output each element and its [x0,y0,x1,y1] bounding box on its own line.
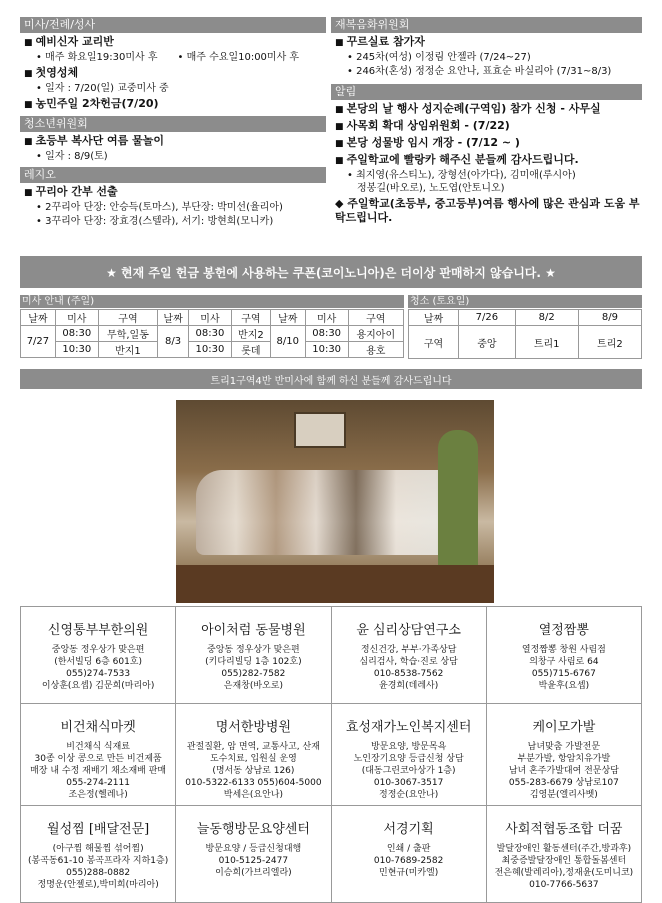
ad-line: 비건채식 식재료 [66,742,130,752]
ad-cell [21,704,176,806]
ad-line: 관절질환, 암 면역, 교통사고, 산재 [186,742,320,752]
ad-line: (봉곡동61-10 봉곡프라자 지하1층) [27,856,169,866]
ad-line: 윤경희(데레사) [379,681,439,691]
first-communion-date: • 일자 : 7/20(일) 교중미사 중 [36,82,326,95]
h-date: 날짜 [158,310,189,326]
clean-area: 트리2 [578,326,641,359]
ad-line: (키다리빌딩 1층 102호) [205,657,302,667]
ad-line: 055)715-6767 [531,669,596,679]
ad-name: 아이처럼 동물병원 [201,623,306,638]
notice-shop: ■ 본당 성물방 임시 개장 - (7/12 ~ ) [335,136,642,151]
cursillo-246: • 246차(혼성) 정정순 요안나, 표효순 바실리아 (7/31~8/3) [347,65,642,78]
clean-title: 청소 (토요일) [408,295,642,308]
mass-title: 미사 안내 (주일) [20,295,404,308]
ad-line: 055)282-7582 [221,669,286,679]
ad-line: 부분가발, 항암치유가발 [517,754,611,764]
ad-line: 055-274-2111 [66,778,130,788]
item-first-communion: ■ 첫영성체 [24,66,326,81]
ad-cell [21,806,176,903]
ad-line: 이승희(가브리엘라) [215,868,292,878]
ad-name: 서경기획 [383,822,434,837]
time-cell: 08:30 [55,326,98,342]
area-cell: 반지2 [231,326,270,342]
curia-3: • 3꾸리아 단장: 장효경(스텔라), 서기: 방현희(모니카) [36,215,326,228]
ad-cell [486,607,641,704]
notice-committee: ■ 사목회 확대 상임위원회 - (7/22) [335,119,642,134]
ad-cell [331,806,486,903]
group-photo [176,400,494,603]
ad-line: 김영분(엘리사벳) [529,790,598,800]
notice-thanks: ■ 주일학교에 빨랑카 해주신 분들께 감사드립니다. [335,153,642,168]
clean-h-area: 구역 [409,326,459,359]
clean-date: 8/9 [578,310,641,326]
ad-name: 비건채식마켓 [60,720,136,735]
h-mass: 미사 [55,310,98,326]
ad-line: 055)274-7533 [66,669,131,679]
time-cell: 08:30 [305,326,348,342]
item-farmers-sunday: ■ 농민주일 2차헌금(7/20) [24,97,326,112]
area-cell: 무학,일동 [98,326,157,342]
ad-line: 010-5125-2477 [218,856,289,866]
ad-line: 010-7689-2582 [373,856,444,866]
section-title-notice: 알림 [331,84,642,100]
ad-line: (대동그린코아상가 1층) [361,766,456,776]
ad-cell [486,806,641,903]
ad-line: 010-7766-5637 [529,880,599,890]
ad-line: 열정짬뽕 창원 사림점 [521,645,606,655]
ad-line: 055)288-0882 [66,868,131,878]
h-mass: 미사 [305,310,348,326]
left-column [20,17,326,228]
ad-line: (명서동 상남로 126) [212,766,295,776]
ad-line: 조은정(헬레나) [68,790,128,800]
h-date: 날짜 [21,310,56,326]
ad-cell [331,607,486,704]
clean-h-date: 날짜 [409,310,459,326]
coupon-banner: ★ 현재 주일 헌금 봉헌에 사용하는 쿠폰(코이노니아)은 더이상 판매하지 않습니다. ★ [20,256,642,288]
ad-name: 늘동행방문요양센터 [196,822,310,837]
ad-line: 이상훈(요셉) 김문희(마리아) [41,681,155,691]
clean-table [408,309,642,359]
section-title-evangelization: 재복음화위원회 [331,17,642,33]
ad-line: 전은혜(발레리아),정재윤(도미니코) [494,868,634,878]
ad-name: 명서한방병원 [215,720,292,735]
time-cell: 10:30 [305,342,348,358]
ad-line: 최중증발달장애인 통합돌봄센터 [501,856,627,866]
catechism-wednesday: • 매주 수요일10:00미사 후 [178,51,300,64]
h-area: 구역 [98,310,157,326]
thanks-banner: 트리1구역4반 반미사에 함께 하신 분들께 감사드립니다 [20,369,642,389]
ad-line: 노인장기요양 등급신청 상담 [353,754,464,764]
h-date: 날짜 [270,310,305,326]
table [176,565,494,603]
thanks-names-1: • 최지영(유스티노), 장형선(아가다), 김미애(루시아) [347,169,642,182]
date-cell: 8/3 [158,326,189,358]
ad-line: 중앙동 정우상가 맞은편 [51,645,145,655]
ad-line: 민현규(미카엘) [379,868,439,878]
curia-2: • 2꾸리아 단장: 안승득(토마스), 부단장: 박미선(율리아) [36,201,326,214]
ad-line: 010-3067-3517 [373,778,444,788]
item-curia-election: ■ 꾸리아 간부 선출 [24,185,326,200]
cursillo-245: • 245차(여성) 이정림 안젤라 (7/24~27) [347,51,642,64]
notice-pilgrimage: ■ 본당의 날 행사 성지순례(구역임) 참가 신청 - 사무실 [335,102,642,117]
ad-cell [176,806,331,903]
catechism-tuesday: • 매주 화요일19:30미사 후 [36,51,158,64]
ad-line: 남녀 혼주가발대여 전문상담 [508,766,619,776]
ad-line: 남녀맞춤 가발전문 [527,742,601,752]
ad-cell [176,607,331,704]
ad-name: 윤 심리상담연구소 [356,623,461,638]
date-cell: 7/27 [21,326,56,358]
priest-figure [438,430,478,580]
time-cell: 10:30 [189,342,232,358]
h-mass: 미사 [189,310,232,326]
right-column [331,17,642,225]
area-cell: 롯데 [231,342,270,358]
clean-date: 8/2 [515,310,578,326]
date-cell: 8/10 [270,326,305,358]
h-area: 구역 [231,310,270,326]
ad-line: 중앙동 정우상가 맞은편 [207,645,300,655]
ad-line: 010-8538-7562 [373,669,444,679]
ad-name: 사회적협동조합 더꿈 [505,822,623,837]
ads-grid [20,606,642,903]
ad-line: 정신건강, 부부·가족상담 [360,645,457,655]
ad-line: 정명운(안젤로),박미희(마리아) [37,880,159,890]
time-cell: 10:30 [55,342,98,358]
section-title-mass: 미사/전례/성사 [20,17,326,33]
area-cell: 용지아이 [348,326,403,342]
ad-name: 열정짬뽕 [538,623,589,638]
ad-line: 010-5322-6133 055)604-5000 [185,778,322,788]
clean-date: 7/26 [459,310,516,326]
h-area: 구역 [348,310,403,326]
ad-line: 박윤후(요셉) [538,681,590,691]
ad-cell [176,704,331,806]
item-cursillo: ■ 꾸르실료 참가자 [335,35,642,50]
item-catechism: ■ 예비신자 교리반 [24,35,326,50]
ad-line: 박세은(요안나) [223,790,283,800]
ad-cell [331,704,486,806]
area-cell: 용호 [348,342,403,358]
ad-line: 은재창(바오로) [223,681,283,691]
ad-cell [486,704,641,806]
ad-line: 도수치료, 입원실 운영 [209,754,297,764]
ad-line: 인쇄 / 출판 [386,844,431,854]
clean-area: 트리1 [515,326,578,359]
ad-name: 월성찜 [배달전문] [47,822,150,837]
item-altar-servers: ■ 초등부 복사단 여름 물놀이 [24,134,326,149]
ad-line: (아구찜 해물찜 섞어찜) [52,844,144,854]
section-title-legio: 레지오 [20,167,326,183]
ad-line: 정정순(요안나) [379,790,439,800]
ad-name: 케이모가발 [532,720,596,735]
ad-line: 30종 이상 콩으로 만든 비건제품 [34,754,162,764]
mass-table [20,309,404,358]
ad-line: 발달장애인 활동센터(주간,방과후) [496,844,632,854]
notice-summer: ◆ 주일학교(초등부, 중고등부)여름 행사에 많은 관심과 도움 부탁드립니다. [335,197,640,224]
section-title-youth: 청소년위원회 [20,116,326,132]
ad-line: 매장 내 수정 재배기 채소재배 판매 [30,766,167,776]
people-group [196,470,476,555]
thanks-names-2: 정봉길(바오로), 노도엽(안토니오) [357,183,505,194]
clean-area: 중앙 [459,326,516,359]
ad-name: 효성재가노인복지센터 [345,720,472,735]
ad-line: 055-283-6679 상남로107 [508,778,619,788]
ad-cell [21,607,176,704]
ad-name: 신영통부부한의원 [47,623,149,638]
altar-servers-date: • 일자 : 8/9(토) [36,150,326,163]
ad-line: (한서빌딩 6층 601호) [54,657,143,667]
wall-frame [294,412,346,448]
ad-line: 방문요양, 방문목욕 [370,742,447,752]
ad-line: 의창구 사림로 64 [529,657,599,667]
area-cell: 반지1 [98,342,157,358]
time-cell: 08:30 [189,326,232,342]
ad-line: 심리검사, 학습·진로 상담 [359,657,458,667]
ad-line: 방문요양 / 등급신청대행 [205,844,302,854]
